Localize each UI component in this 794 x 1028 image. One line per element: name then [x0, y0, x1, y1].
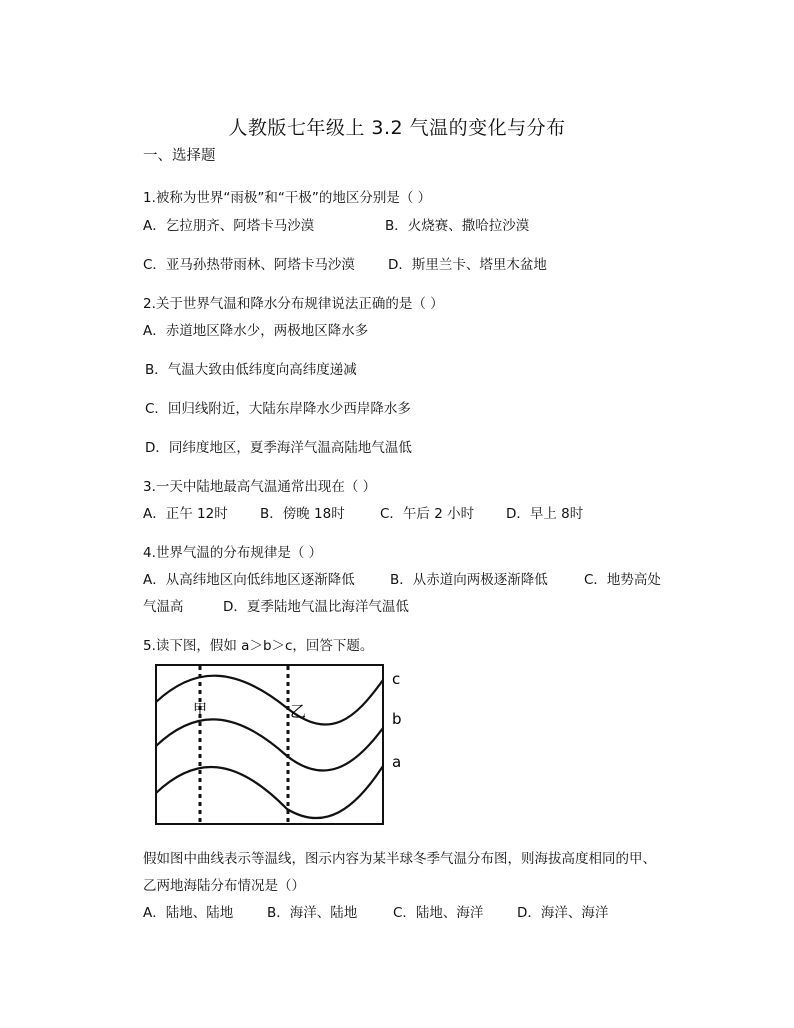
question-5-option-b: B．海洋、陆地 [267, 905, 358, 921]
question-4-option-b: B．从赤道向两极逐渐降低 [390, 572, 548, 588]
question-3-option-c: C．午后 2 小时 [380, 506, 475, 522]
question-1-option-d: D．斯里兰卡、塔里木盆地 [388, 257, 547, 273]
label-c: c [392, 670, 401, 688]
question-2-option-b: B．气温大致由低纬度向高纬度递减 [145, 362, 357, 378]
question-5-sub-stem-line-1: 假如图中曲线表示等温线，图示内容为某半球冬季气温分布图，则海拔高度相同的甲、 [143, 851, 656, 867]
question-1-option-a: A．乞拉朋齐、阿塔卡马沙漠 [143, 218, 315, 234]
isotherm-c [156, 676, 383, 725]
section-heading: 一、选择题 [143, 148, 216, 164]
question-2-option-a: A．赤道地区降水少，两极地区降水多 [143, 323, 369, 339]
question-2-option-d: D．同纬度地区，夏季海洋气温高陆地气温低 [145, 440, 412, 456]
label-a: a [392, 753, 402, 771]
label-jia: 甲 [193, 702, 207, 718]
isotherm-a [156, 766, 383, 818]
question-4-option-c: C．地势高处 [584, 572, 661, 588]
question-4-option-a: A．从高纬地区向低纬地区逐渐降低 [143, 572, 355, 588]
figure-frame [156, 665, 383, 824]
question-3-option-d: D．早上 8时 [506, 506, 584, 522]
question-5-stem: 5.读下图，假如 a＞b＞c，回答下题。 [143, 638, 374, 654]
isotherm-b [156, 719, 383, 770]
question-4-option-d: D．夏季陆地气温比海洋气温低 [223, 599, 409, 615]
question-3-option-a: A．正午 12时 [143, 506, 228, 522]
question-4-option-c-continued: 气温高 [143, 599, 184, 615]
question-5-option-d: D．海洋、海洋 [517, 905, 609, 921]
question-1-option-b: B．火烧赛、撒哈拉沙漠 [385, 218, 530, 234]
question-3-option-b: B．傍晚 18时 [260, 506, 345, 522]
label-b: b [392, 710, 402, 728]
isotherm-diagram [155, 664, 415, 828]
question-2-option-c: C．回归线附近，大陆东岸降水少西岸降水多 [145, 401, 411, 417]
isotherm-figure [155, 664, 415, 832]
question-3-stem: 3.一天中陆地最高气温通常出现在（ ） [143, 479, 377, 495]
question-5-option-c: C．陆地、海洋 [393, 905, 484, 921]
question-1-option-c: C．亚马孙热带雨林、阿塔卡马沙漠 [143, 257, 355, 273]
question-2-stem: 2.关于世界气温和降水分布规律说法正确的是（ ） [143, 296, 444, 312]
page-title: 人教版七年级上 3.2 气温的变化与分布 [228, 117, 566, 139]
label-yi: 乙 [290, 702, 307, 721]
question-5-sub-stem-line-2: 乙两地海陆分布情况是（） [143, 878, 305, 894]
question-4-stem: 4.世界气温的分布规律是（ ） [143, 545, 323, 561]
question-1-stem: 1.被称为世界“雨极”和“干极”的地区分别是（ ） [143, 190, 432, 206]
question-5-option-a: A．陆地、陆地 [143, 905, 234, 921]
